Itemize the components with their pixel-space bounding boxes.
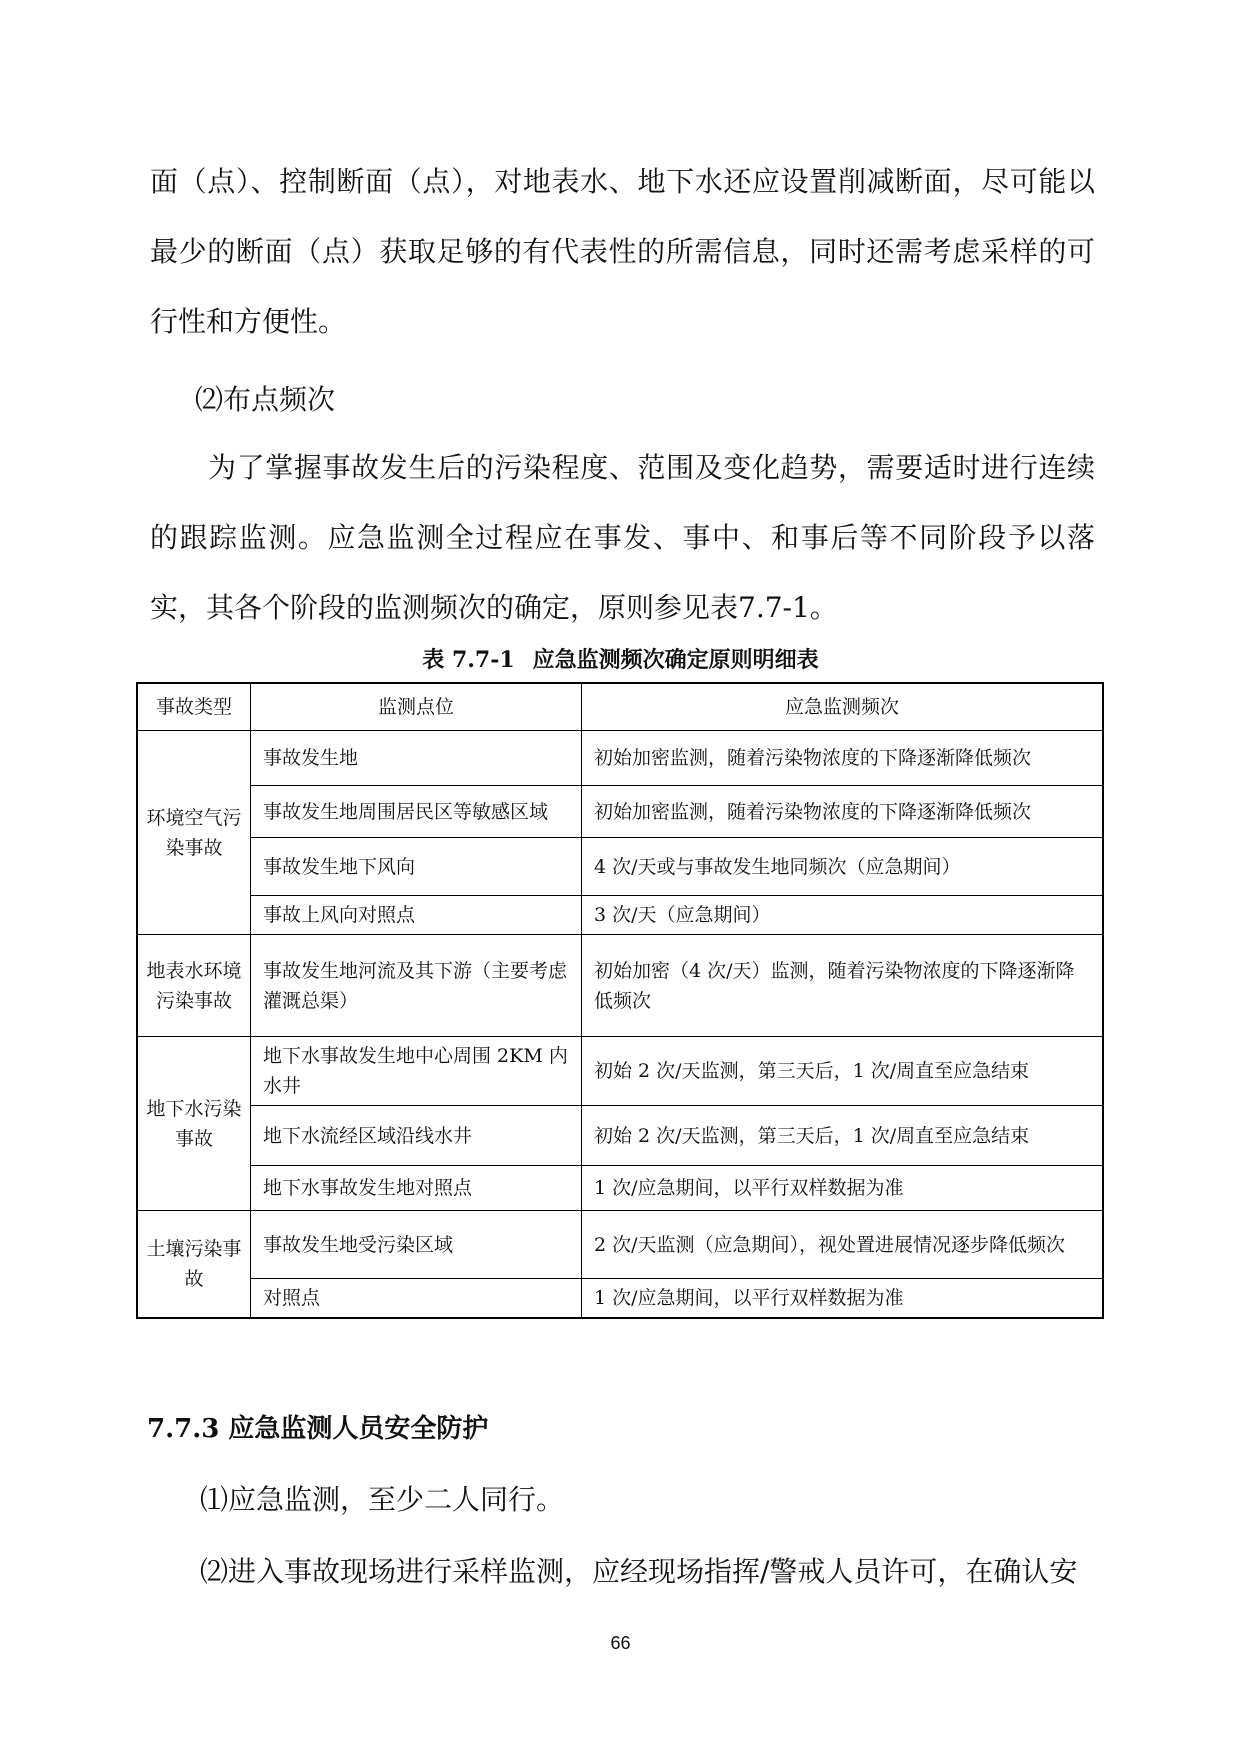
table-row <box>137 1037 1103 1106</box>
accident-type-soil: 土壤污染事故 <box>137 1211 251 1319</box>
header-accident-type: 事故类型 <box>137 683 251 731</box>
table-caption-title: 应急监测频次确定原则明细表 <box>532 647 819 673</box>
frequency-cell: 1 次/应急期间，以平行双样数据为准 <box>582 1279 1104 1319</box>
frequency-cell: 3 次/天（应急期间） <box>582 896 1104 935</box>
page-number: 66 <box>610 1633 631 1653</box>
frequency-cell: 初始加密监测，随着污染物浓度的下降逐渐降低频次 <box>582 786 1104 838</box>
paragraph-sampling-points: 面（点）、控制断面（点），对地表水、地下水还应设置削减断面，尽可能以最少的断面（点）获取足够的有代表性的所需信息，同时还需考虑采样的可行性和方便性。 <box>150 165 1095 338</box>
location-cell: 事故发生地受污染区域 <box>251 1211 582 1279</box>
frequency-cell: 2 次/天监测（应急期间），视处置进展情况逐步降低频次 <box>582 1211 1104 1279</box>
table-row <box>137 1211 1103 1279</box>
location-cell: 地下水流经区域沿线水井 <box>251 1106 582 1166</box>
table-caption <box>0 643 1241 674</box>
location-cell: 事故上风向对照点 <box>251 896 582 935</box>
frequency-cell: 初始加密（4 次/天）监测，随着污染物浓度的下降逐渐降低频次 <box>582 935 1104 1037</box>
subheading-frequency: ⑵布点频次 <box>195 383 336 416</box>
table-row <box>137 1106 1103 1166</box>
frequency-cell: 4 次/天或与事故发生地同频次（应急期间） <box>582 838 1104 896</box>
location-cell: 对照点 <box>251 1279 582 1319</box>
frequency-cell: 初始 2 次/天监测，第三天后，1 次/周直至应急结束 <box>582 1106 1104 1166</box>
safety-item-2: ⑵进入事故现场进行采样监测，应经现场指挥/警戒人员许可，在确认安 <box>200 1555 1078 1588</box>
frequency-cell: 初始 2 次/天监测，第三天后，1 次/周直至应急结束 <box>582 1037 1104 1106</box>
location-cell: 事故发生地下风向 <box>251 838 582 896</box>
location-cell: 地下水事故发生地对照点 <box>251 1166 582 1211</box>
table-row <box>137 838 1103 896</box>
frequency-cell: 初始加密监测，随着污染物浓度的下降逐渐降低频次 <box>582 731 1104 786</box>
header-monitoring-location: 监测点位 <box>251 683 582 731</box>
table-row <box>137 935 1103 1037</box>
header-monitoring-frequency: 应急监测频次 <box>582 683 1104 731</box>
frequency-cell: 1 次/应急期间，以平行双样数据为准 <box>582 1166 1104 1211</box>
location-cell: 事故发生地周围居民区等敏感区域 <box>251 786 582 838</box>
table-row <box>137 786 1103 838</box>
table-row <box>137 896 1103 935</box>
table-row <box>137 1279 1103 1319</box>
safety-item-1: ⑴应急监测，至少二人同行。 <box>200 1483 565 1516</box>
paragraph-tracking-monitoring: 为了掌握事故发生后的污染程度、范围及变化趋势，需要适时进行连续的跟踪监测。应急监测全过程应在事发、事中、和事后等不同阶段予以落实，其各个阶段的监测频次的确定，原则参见表7.7-1。 <box>150 451 1095 624</box>
accident-type-groundwater: 地下水污染事故 <box>137 1037 251 1211</box>
accident-type-surface-water: 地表水环境污染事故 <box>137 935 251 1037</box>
table-row <box>137 731 1103 786</box>
location-cell: 事故发生地 <box>251 731 582 786</box>
monitoring-frequency-table <box>136 682 1104 1319</box>
location-cell: 地下水事故发生地中心周围 2KM 内水井 <box>251 1037 582 1106</box>
table-row <box>137 1166 1103 1211</box>
table-header-row <box>137 683 1103 731</box>
location-cell: 事故发生地河流及其下游（主要考虑灌溉总渠） <box>251 935 582 1037</box>
section-heading-safety: 7.7.3 应急监测人员安全防护 <box>147 1414 489 1444</box>
accident-type-air: 环境空气污染事故 <box>137 731 251 935</box>
table-caption-number: 表 7.7-1 <box>422 647 515 673</box>
